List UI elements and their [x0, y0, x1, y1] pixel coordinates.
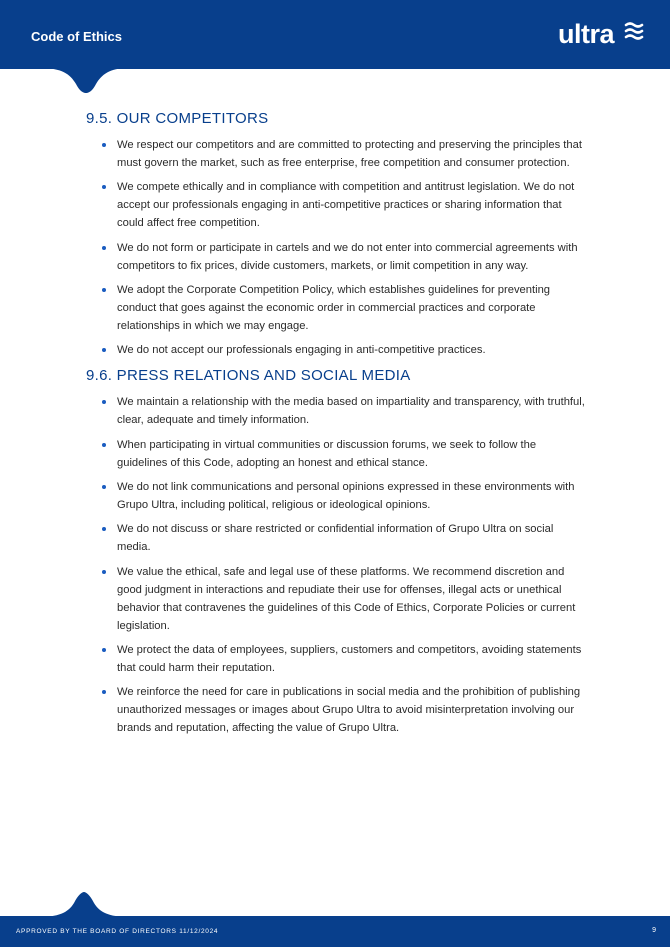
list-item: We adopt the Corporate Competition Policy, which establishes guidelines for preventing conduct that goes against the economic order in commercial practices and corporate relationships in which we may engage. [86, 281, 586, 335]
list-item: We do not accept our professionals engaging in anti-competitive practices. [86, 341, 586, 359]
list-item: We do not form or participate in cartels and we do not enter into commercial agreements with competitors to fix prices, divide customers, markets, or limit competition in any way. [86, 239, 586, 275]
list-item: When participating in virtual communities or discussion forums, we seek to follow the guidelines of this Code, adopting an honest and ethical stance. [86, 436, 586, 472]
main-content [86, 108, 586, 744]
list-item: We protect the data of employees, suppliers, customers and competitors, avoiding statements that could harm their reputation. [86, 641, 586, 677]
document-title: Code of Ethics [31, 29, 123, 44]
bullet-list [86, 393, 586, 737]
section-press-relations [86, 365, 586, 737]
page-number: 9 [652, 927, 656, 934]
logo-wordmark: ultra [558, 19, 615, 49]
bullet-list [86, 136, 586, 359]
section-heading: 9.5. OUR COMPETITORS [86, 110, 269, 127]
header-tab-shape [40, 68, 130, 94]
approval-note: APPROVED BY THE BOARD OF DIRECTORS 11/12/2024 [16, 928, 219, 935]
section-heading: 9.6. PRESS RELATIONS AND SOCIAL MEDIA [86, 367, 411, 385]
logo-waves-icon [624, 19, 646, 49]
list-item: We reinforce the need for care in publications in social media and the prohibition of publishing unauthorized messages or images about Grupo Ultra to avoid misinterpretation involving our brands and reputation, affecting the value of Grupo Ultra. [86, 683, 586, 737]
page-header [0, 0, 670, 69]
page-footer [0, 916, 670, 947]
list-item: We maintain a relationship with the media based on impartiality and transparency, with truthful, clear, adequate and timely information. [86, 393, 586, 429]
list-item: We do not link communications and personal opinions expressed in these environments with Grupo Ultra, including political, religious or ideological opinions. [86, 478, 586, 514]
list-item: We compete ethically and in compliance with competition and antitrust legislation. We do not accept our professionals engaging in anti-competitive practices or sharing information that could affect free competition. [86, 178, 586, 232]
section-competitors [86, 108, 586, 359]
list-item: We do not discuss or share restricted or confidential information of Grupo Ultra on social media. [86, 520, 586, 556]
list-item: We value the ethical, safe and legal use of these platforms. We recommend discretion and good judgment in interactions and repudiate their use for offenses, illegal acts or unethical behavior that contravenes the guidelines of this Code of Ethics, Corporate Policies or current legislation. [86, 563, 586, 635]
footer-tab-shape [38, 891, 130, 917]
list-item: We respect our competitors and are committed to protecting and preserving the principles that must govern the market, such as free enterprise, free competition and consumer protection. [86, 136, 586, 172]
